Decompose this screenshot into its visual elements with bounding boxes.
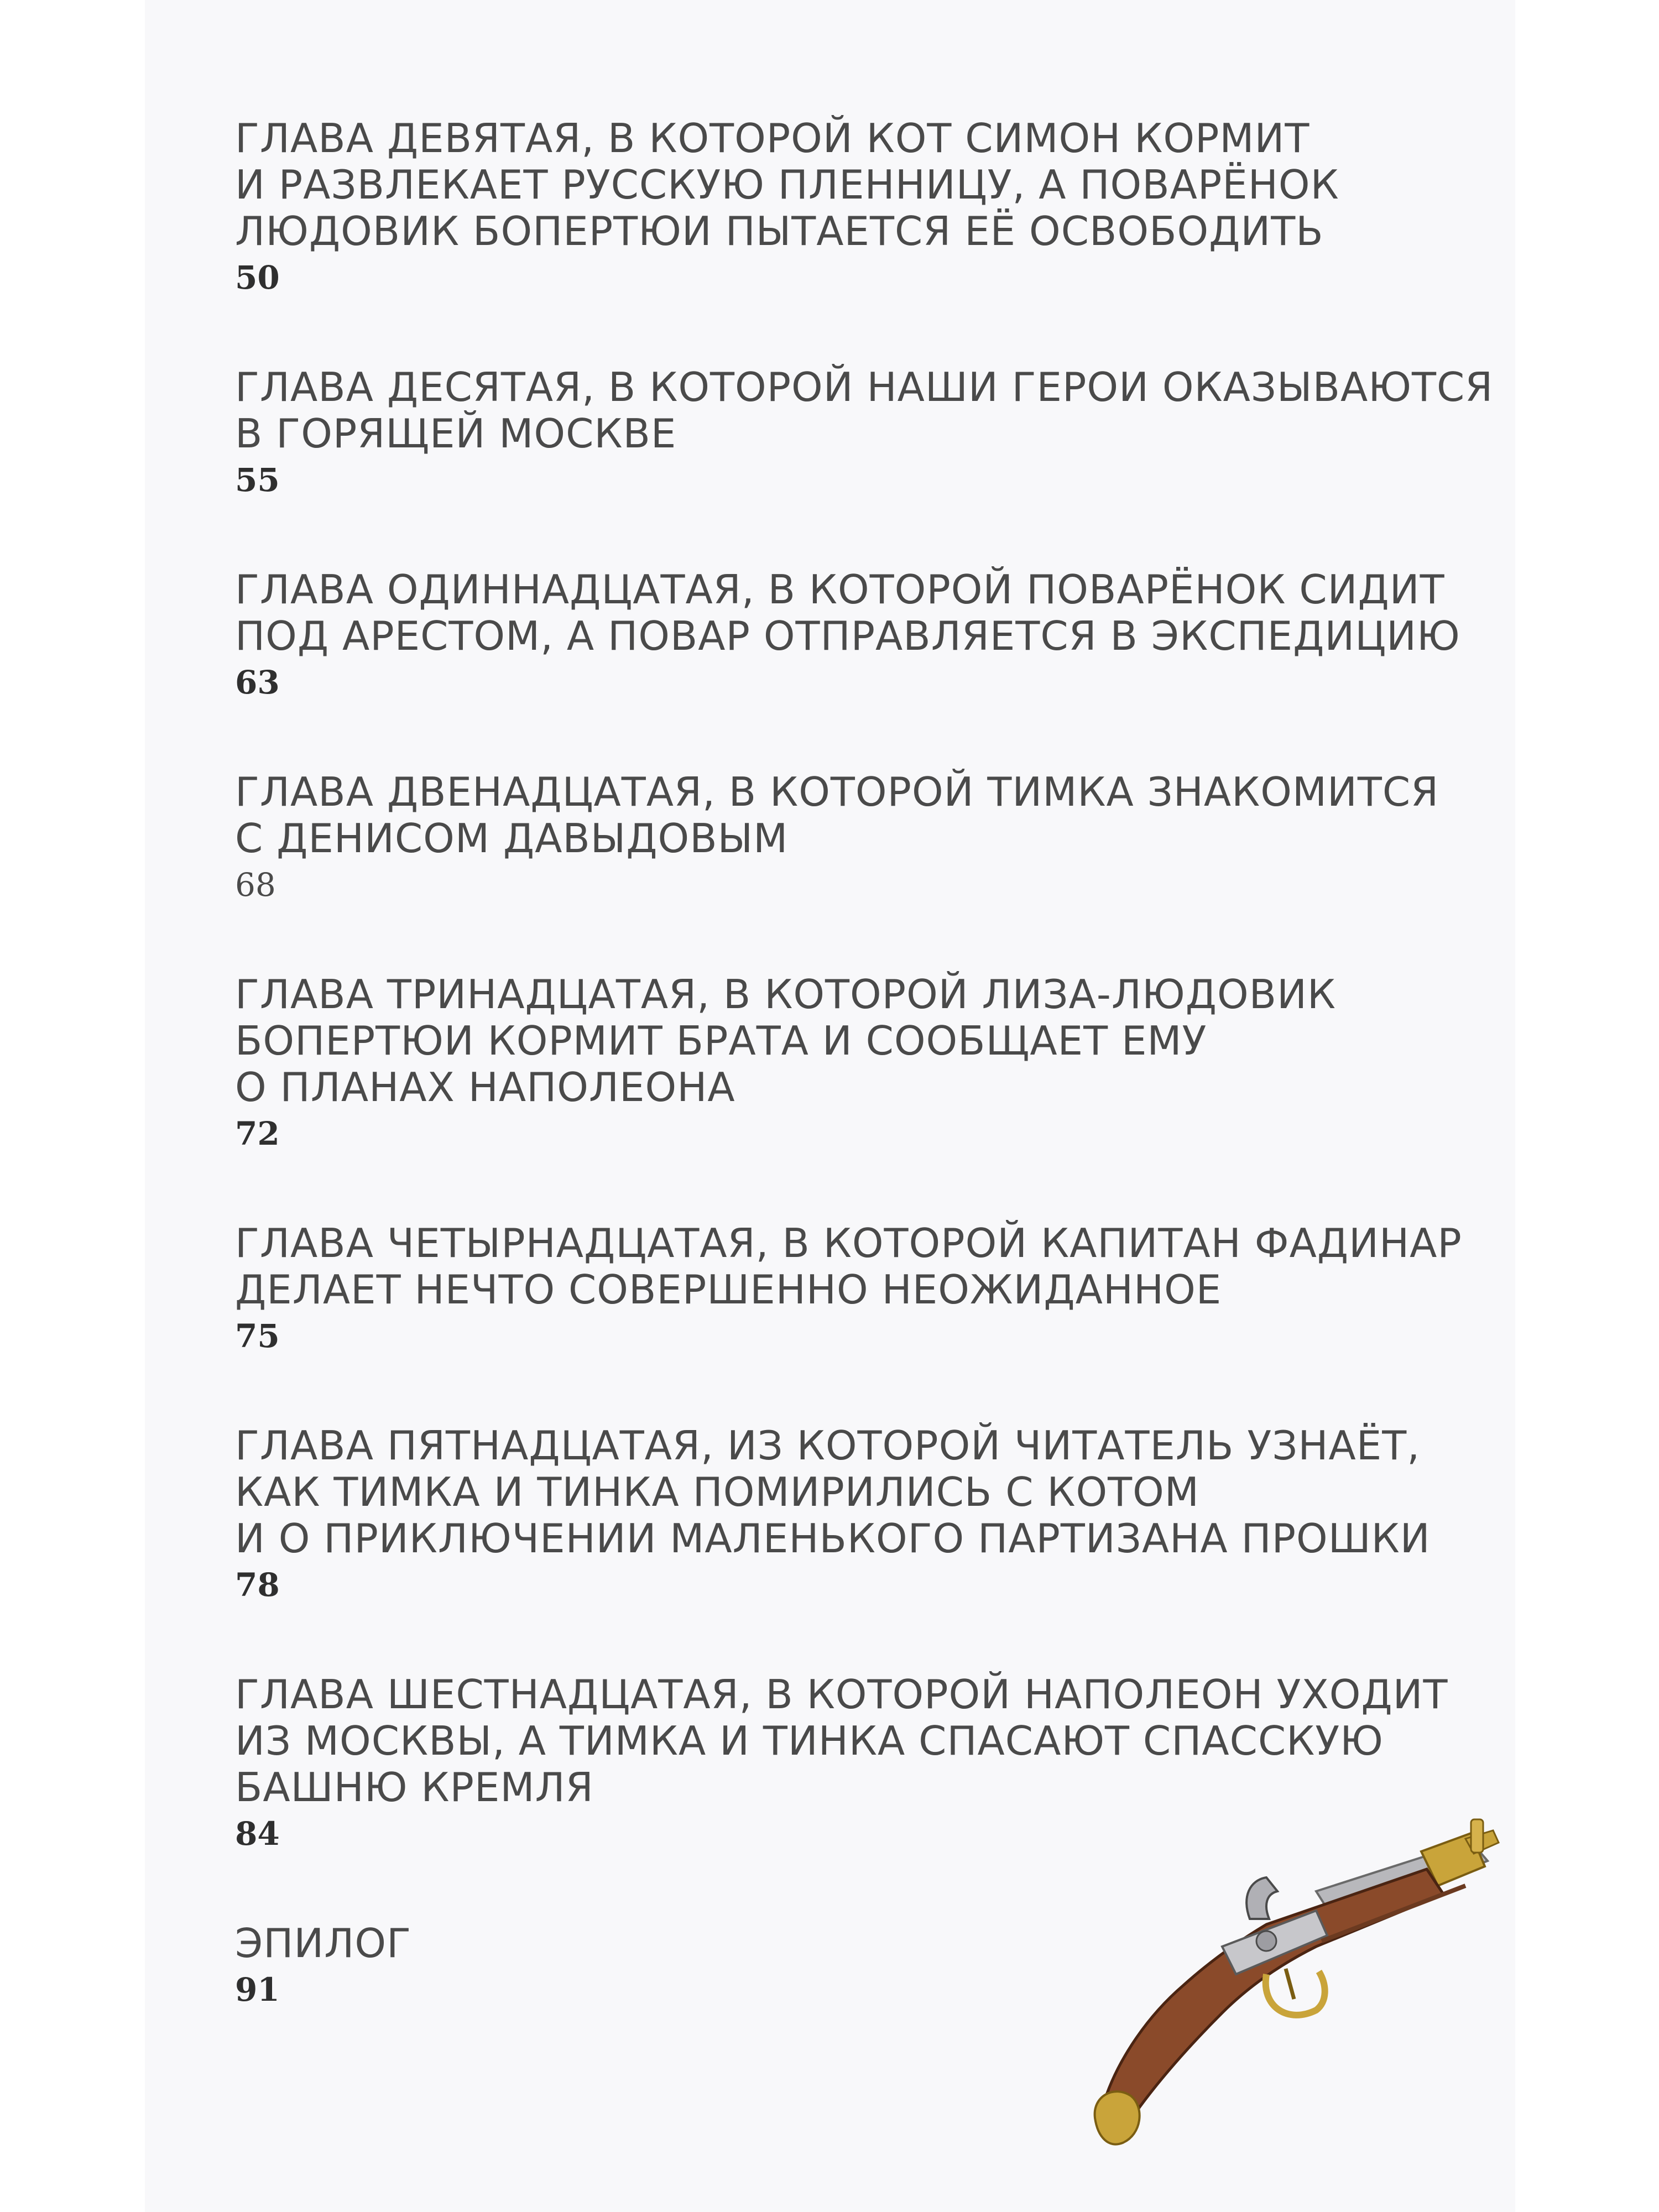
chapter-page-number: 50: [235, 259, 280, 296]
chapter-page-number: 75: [235, 1317, 280, 1355]
chapter-title: ГЛАВА ДЕСЯТАЯ, В КОТОРОЙ НАШИ ГЕРОИ ОКАЗЫВАЮТСЯ В ГОРЯЩЕЙ МОСКВЕ: [235, 364, 1494, 457]
chapter-page-number: 84: [235, 1815, 280, 1853]
chapter-page-number: 91: [235, 1971, 280, 2008]
table-of-contents: [235, 115, 1496, 2076]
toc-entry: [235, 115, 1496, 301]
toc-entry: [235, 769, 1496, 908]
chapter-title: ГЛАВА ДВЕНАДЦАТАЯ, В КОТОРОЙ ТИМКА ЗНАКОМИТСЯ С ДЕНИСОМ ДАВЫДОВЫМ: [235, 769, 1439, 862]
toc-entry: [235, 1220, 1496, 1359]
chapter-title: ГЛАВА ДЕВЯТАЯ, В КОТОРОЙ КОТ СИМОН КОРМИТ И РАЗВЛЕКАЕТ РУССКУЮ ПЛЕННИЦУ, А ПОВАРЁНОК ЛЮДОВИК БОПЕРТЮИ ПЫТАЕТСЯ ЕЁ ОСВОБОДИТЬ: [235, 115, 1339, 254]
flintlock-pistol-icon: [1084, 1808, 1504, 2151]
chapter-title: ЭПИЛОГ: [235, 1920, 411, 1966]
chapter-title: ГЛАВА ЧЕТЫРНАДЦАТАЯ, В КОТОРОЙ КАПИТАН ФАДИНАР ДЕЛАЕТ НЕЧТО СОВЕРШЕННО НЕОЖИДАННОЕ: [235, 1220, 1462, 1313]
chapter-page-number: 68: [235, 866, 276, 904]
toc-entry: [235, 1422, 1496, 1608]
chapter-title: ГЛАВА ПЯТНАДЦАТАЯ, ИЗ КОТОРОЙ ЧИТАТЕЛЬ УЗНАЁТ, КАК ТИМКА И ТИНКА ПОМИРИЛИСЬ С КОТОМ И О ПРИКЛЮЧЕНИИ МАЛЕНЬКОГО ПАРТИЗАНА ПРОШКИ: [235, 1422, 1431, 1562]
toc-entry: [235, 971, 1496, 1157]
toc-entry: [235, 364, 1496, 503]
chapter-page-number: 78: [235, 1566, 280, 1604]
chapter-page-number: 72: [235, 1115, 280, 1152]
chapter-page-number: 63: [235, 664, 280, 701]
chapter-title: ГЛАВА ТРИНАДЦАТАЯ, В КОТОРОЙ ЛИЗА-ЛЮДОВИК БОПЕРТЮИ КОРМИТ БРАТА И СООБЩАЕТ ЕМУ О ПЛАНАХ НАПОЛЕОНА: [235, 971, 1337, 1110]
chapter-title: ГЛАВА ОДИННАДЦАТАЯ, В КОТОРОЙ ПОВАРЁНОК СИДИТ ПОД АРЕСТОМ, А ПОВАР ОТПРАВЛЯЕТСЯ В ЭКСПЕДИЦИЮ: [235, 566, 1460, 659]
chapter-page-number: 55: [235, 461, 280, 499]
chapter-title: ГЛАВА ШЕСТНАДЦАТАЯ, В КОТОРОЙ НАПОЛЕОН УХОДИТ ИЗ МОСКВЫ, А ТИМКА И ТИНКА СПАСАЮТ СПАССКУЮ БАШНЮ КРЕМЛЯ: [235, 1671, 1448, 1811]
toc-entry: [235, 566, 1496, 706]
